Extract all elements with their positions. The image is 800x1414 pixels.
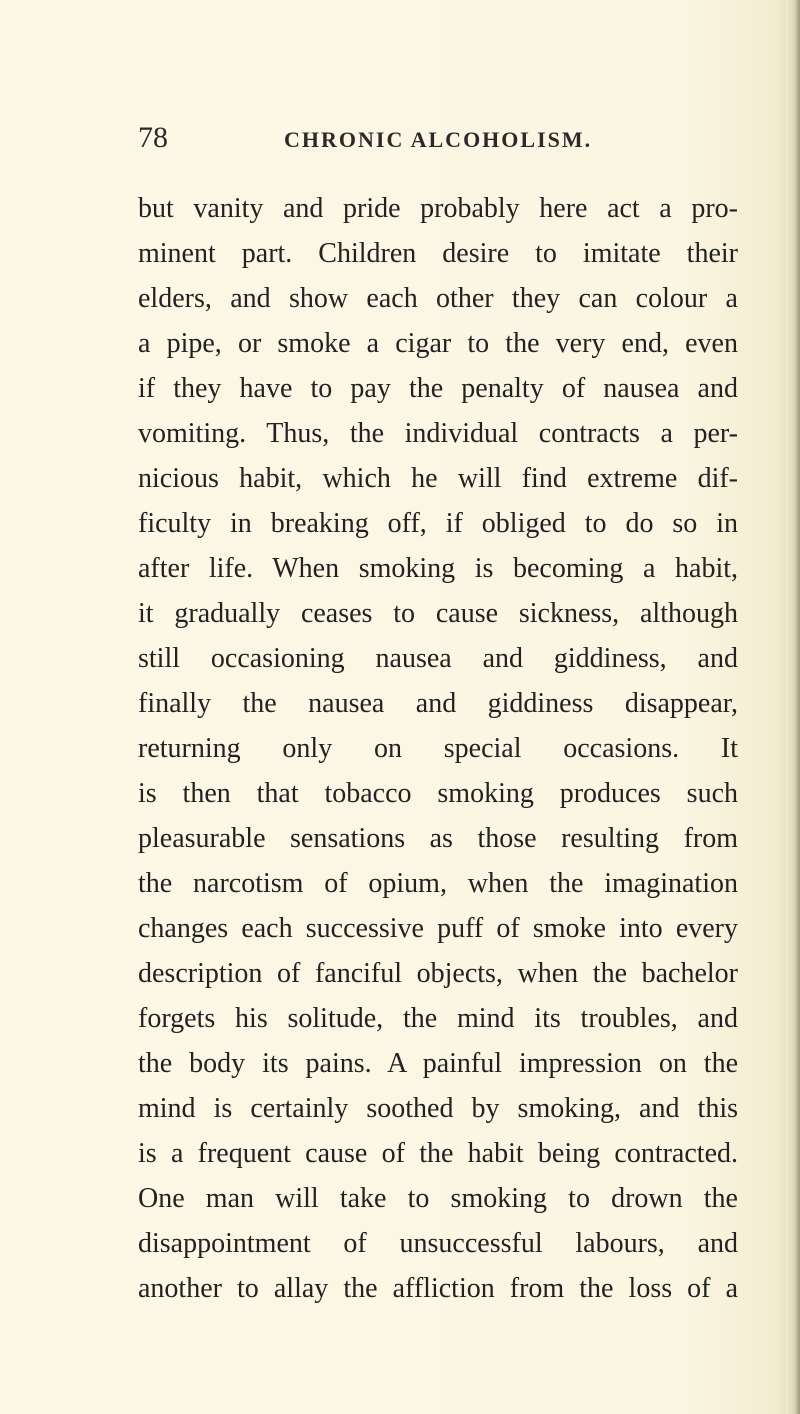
- text-line: the narcotism of opium, when the imagination: [138, 868, 738, 899]
- body-text: [138, 186, 738, 1311]
- text-line: changes each successive puff of smoke into every: [138, 913, 738, 944]
- text-line: another to allay the affliction from the loss of a: [138, 1273, 738, 1304]
- text-line: a pipe, or smoke a cigar to the very end, even: [138, 328, 738, 359]
- text-line: returning only on special occasions. It: [138, 733, 738, 764]
- text-line: is a frequent cause of the habit being contracted.: [138, 1138, 738, 1169]
- text-line: is then that tobacco smoking produces such: [138, 778, 738, 809]
- text-line: still occasioning nausea and giddiness, and: [138, 643, 738, 674]
- page-number: 78: [138, 121, 168, 154]
- text-line: ficulty in breaking off, if obliged to do so in: [138, 508, 738, 539]
- text-line: it gradually ceases to cause sickness, although: [138, 598, 738, 629]
- page-edge-shadow: [786, 0, 800, 1414]
- text-line: vomiting. Thus, the individual contracts a per-: [138, 418, 738, 449]
- text-line: nicious habit, which he will find extreme dif-: [138, 463, 738, 494]
- text-line: One man will take to smoking to drown the: [138, 1183, 738, 1214]
- running-head: [138, 118, 698, 158]
- text-line: after life. When smoking is becoming a habit,: [138, 553, 738, 584]
- text-line: pleasurable sensations as those resulting from: [138, 823, 738, 854]
- text-line: but vanity and pride probably here act a pro-: [138, 193, 738, 224]
- text-line: description of fanciful objects, when the bachelor: [138, 958, 738, 989]
- running-title: CHRONIC ALCOHOLISM.: [284, 127, 593, 152]
- text-line: forgets his solitude, the mind its troubles, and: [138, 1003, 738, 1034]
- text-line: disappointment of unsuccessful labours, and: [138, 1228, 738, 1259]
- text-line: the body its pains. A painful impression on the: [138, 1048, 738, 1079]
- text-line: elders, and show each other they can colour a: [138, 283, 738, 314]
- text-line: mind is certainly soothed by smoking, and this: [138, 1093, 738, 1124]
- text-line: finally the nausea and giddiness disappear,: [138, 688, 738, 719]
- text-line: if they have to pay the penalty of nausea and: [138, 373, 738, 404]
- text-line: minent part. Children desire to imitate their: [138, 238, 738, 269]
